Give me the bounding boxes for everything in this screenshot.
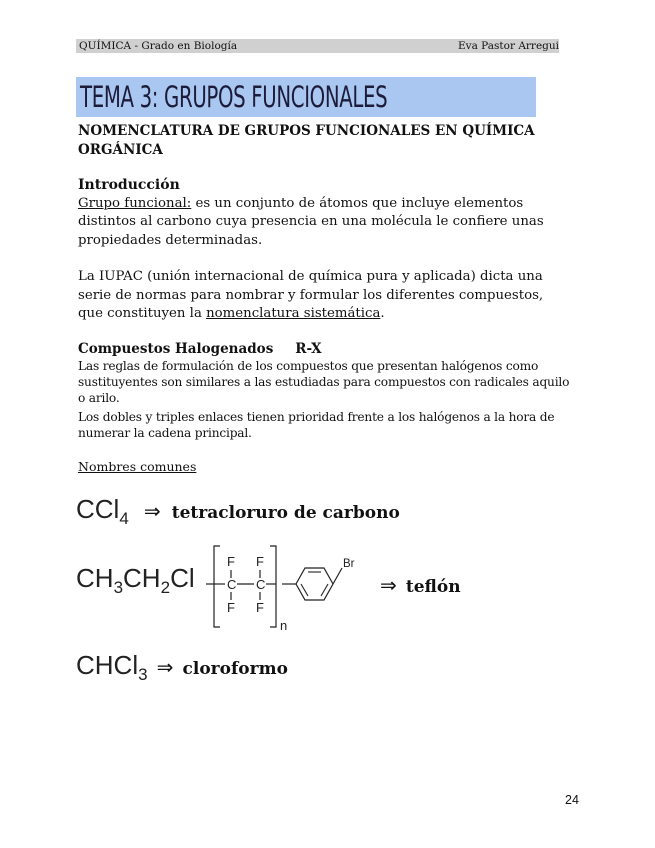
carbon-atom: C bbox=[256, 577, 266, 592]
halogenated-rule-1: Las reglas de formulación de los compuestos que presentan halógenos como sustituyentes son similares a las estudiadas para compuestos con radicales aquilo o arilo. bbox=[78, 359, 570, 406]
intro-definition bbox=[78, 195, 568, 251]
header-author: Eva Pastor Arregui bbox=[457, 40, 559, 52]
repeat-index: n bbox=[280, 618, 288, 633]
page-number: 24 bbox=[565, 793, 579, 807]
ccl4-row bbox=[76, 494, 400, 529]
chcl3-formula: CHCl$_3$ bbox=[76, 650, 148, 685]
bond-line bbox=[333, 568, 342, 584]
term-grupo-funcional: Grupo funcional: bbox=[78, 195, 192, 211]
teflon-name: teflón bbox=[405, 577, 461, 597]
bond-line bbox=[324, 562, 340, 568]
fluorine-atom: F bbox=[227, 600, 235, 615]
ch3ch2cl-formula: $CH_3CH_2Cl$ bbox=[76, 563, 195, 598]
left-bracket bbox=[214, 546, 220, 627]
header-course: QUÍMICA - Grado en Biología bbox=[79, 40, 238, 52]
intro-section bbox=[78, 176, 568, 250]
halogenated-heading-row bbox=[78, 340, 322, 358]
fluorine-atom: F bbox=[256, 600, 264, 615]
arrow-icon: ⇒ bbox=[380, 573, 397, 597]
halogenated-rule-2: Los dobles y triples enlaces tienen prioridad frente a los halógenos a la hora de numerar la cadena principal. bbox=[78, 410, 555, 441]
ccl4-name: tetracloruro de carbono bbox=[171, 503, 400, 523]
fluorine-atom: F bbox=[227, 554, 235, 569]
intro-heading: Introducción bbox=[78, 177, 180, 193]
common-names-heading: Nombres comunes bbox=[78, 459, 197, 474]
iupac-paragraph bbox=[78, 268, 568, 324]
bromine-atom: Br bbox=[343, 558, 355, 570]
halogenated-heading: Compuestos Halogenados bbox=[78, 341, 274, 357]
ccl4-formula: CCl$_4$ bbox=[76, 494, 129, 529]
teflon-label-row bbox=[380, 573, 461, 597]
carbon-atom: C bbox=[227, 577, 237, 592]
chcl3-name: cloroformo bbox=[182, 659, 288, 679]
fluorine-atom: F bbox=[256, 554, 264, 569]
teflon-structure bbox=[200, 540, 380, 640]
page-title: TEMA 3: GRUPOS FUNCIONALES bbox=[80, 80, 388, 114]
title-highlight bbox=[76, 77, 536, 117]
halogenated-formula: R-X bbox=[295, 341, 322, 357]
arrow-icon: ⇒ bbox=[143, 499, 161, 523]
arrow-icon: ⇒ bbox=[156, 655, 174, 679]
iupac-text: La IUPAC (unión internacional de química pura y aplicada) dicta una serie de normas para nombrar y formular los diferentes compuestos, que constituyen la bbox=[78, 269, 544, 321]
iupac-end: . bbox=[380, 306, 385, 321]
chcl3-row bbox=[76, 650, 288, 685]
section-subtitle: NOMENCLATURA DE GRUPOS FUNCIONALES EN QUÍMICA ORGÁNICA bbox=[78, 123, 535, 158]
nomenclatura-link: nomenclatura sistemática bbox=[206, 306, 381, 321]
definition-text: es un conjunto de átomos que incluye elementos distintos al carbono cuya presencia en una molécula le confiere unas propiedades determinadas. bbox=[78, 195, 544, 248]
right-bracket bbox=[270, 546, 276, 627]
